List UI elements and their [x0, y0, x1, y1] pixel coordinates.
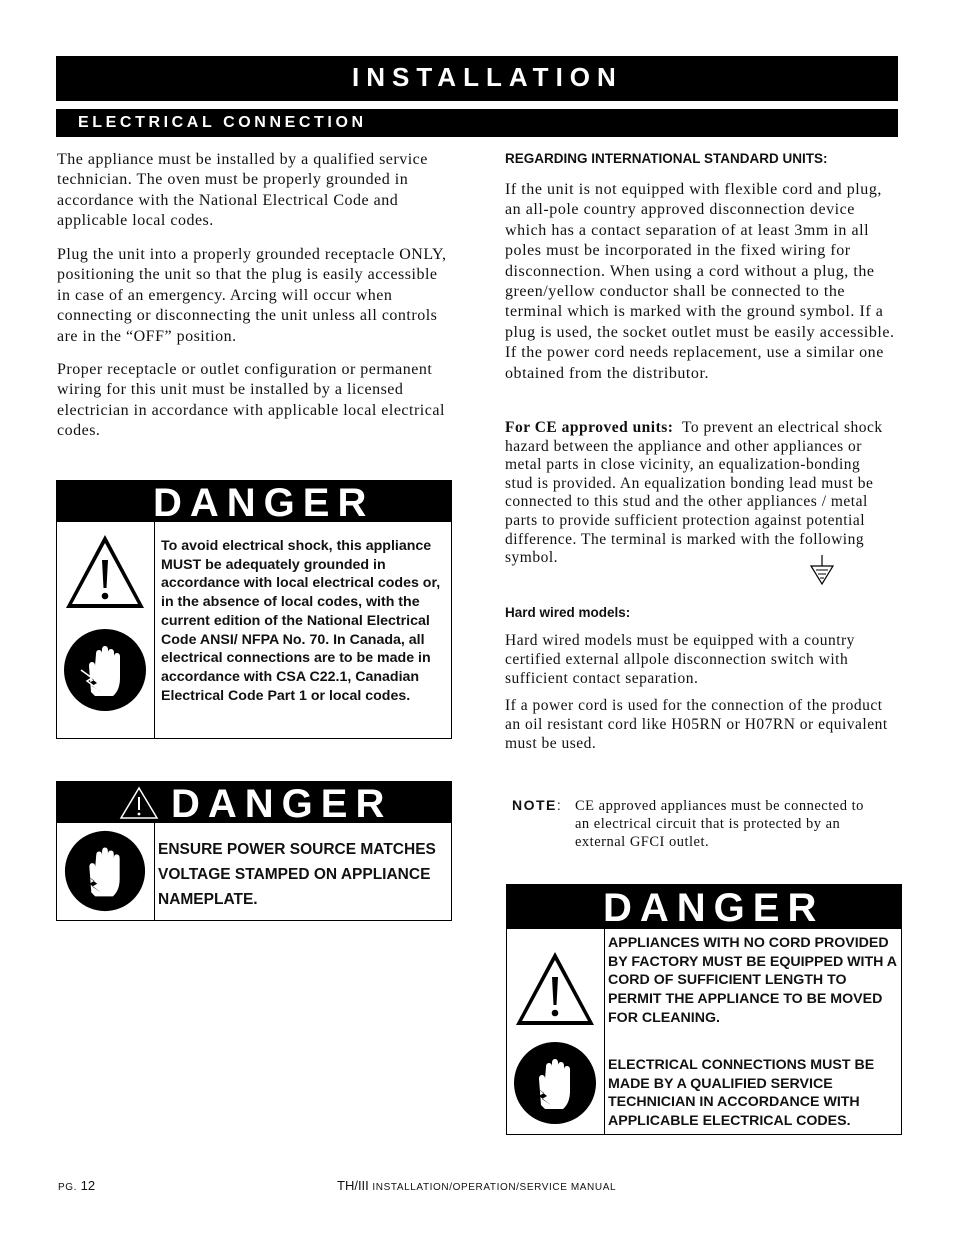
danger-text: ENSURE POWER SOURCE MATCHES VOLTAGE STAMPED ON APPLIANCE NAMEPLATE.	[158, 841, 436, 908]
plug-paragraph: Plug the unit into a properly grounded receptacle ONLY, positioning the unit so that the plug is easily accessible in case of an emergency. Arcing will occur when connecting or disconnecting the unit unless all controls are in the “OFF” position.	[57, 246, 447, 345]
hard-wired-paragraph: Hard wired models must be equipped with a country certified external allpole disconnection switch with sufficient contact separation.	[505, 632, 855, 687]
intro-paragraph: The appliance must be installed by a qualified service technician. The oven must be properly grounded in accordance with the National Electrical Code and applicable local codes.	[57, 151, 428, 230]
section-title: INSTALLATION	[352, 62, 623, 92]
receptacle-paragraph: Proper receptacle or outlet configuration or permanent wiring for this unit must be installed by a licensed electrician in accordance with applicable local electrical codes.	[57, 361, 445, 440]
power-cord-paragraph: If a power cord is used for the connection of the product an oil resistant cord like H05RN or H07RN or equivalent must be used.	[505, 697, 888, 752]
warning-triangle-icon	[63, 532, 147, 612]
subsection-title: ELECTRICAL CONNECTION	[78, 114, 367, 131]
danger-header	[57, 782, 451, 826]
subsection-title-bar	[56, 109, 898, 137]
ce-text: To prevent an electrical shock hazard between the appliance and other appliances or metal parts in close vicinity, an equalization-bonding stud is provided. An equalization bonding lead must be connected to this stud and the other appliances / metal parts to provide sufficient protection against potential difference. The terminal is marked with the following symbol.	[505, 419, 883, 567]
hard-wired-heading: Hard wired models:	[505, 605, 631, 620]
danger-header	[57, 481, 451, 525]
danger-text: To avoid electrical shock, this appliance MUST be adequately grounded in accordance with local electrical codes or, in the absence of local codes, with the current edition of the National Electrical Code ANSI/ NFPA No. 70. In Canada, all electrical connections are to be made in accordance with CSA C22.1, Canadian Electrical Code Part 1 or local codes.	[161, 538, 441, 704]
page-number: PG. 12	[58, 1178, 96, 1193]
note-label: NOTE:	[512, 797, 563, 813]
manual-title: TH/III INSTALLATION/OPERATION/SERVICE MANUAL	[337, 1178, 617, 1193]
danger-word: DANGER	[153, 481, 375, 525]
equipotential-symbol-icon	[809, 554, 835, 586]
icon-column	[507, 929, 605, 1134]
danger-word: DANGER	[171, 782, 393, 826]
danger-header	[507, 885, 901, 929]
electric-hand-icon	[61, 626, 149, 714]
icon-column	[57, 522, 155, 738]
danger-word: DANGER	[603, 886, 825, 930]
icon-column	[57, 823, 155, 920]
electric-hand-icon	[62, 828, 148, 914]
section-title-bar	[56, 56, 898, 101]
danger-box-voltage	[56, 781, 452, 921]
danger-box-grounding	[56, 480, 452, 739]
ce-label: For CE approved units:	[505, 419, 674, 436]
intl-heading: REGARDING INTERNATIONAL STANDARD UNITS:	[505, 151, 828, 166]
intl-paragraph: If the unit is not equipped with flexible cord and plug, an all-pole country approved disconnection device which has a contact separation of at least 3mm in all poles must be incorporated in the fixed wiring for disconnection. When using a cord without a plug, the green/yellow conductor shall be connected to the terminal which is marked with the ground symbol. If a plug is used, the socket outlet must be easily accessible. If the power cord needs replacement, use a similar one obtained from the distributor.	[505, 181, 895, 382]
danger-text-cord: APPLIANCES WITH NO CORD PROVIDED BY FACTORY MUST BE EQUIPPED WITH A CORD OF SUFFICIENT LENGTH TO PERMIT THE APPLIANCE TO BE MOVED FOR CLEANING.	[608, 935, 897, 1026]
note-text: CE approved appliances must be connected to an electrical circuit that is protected by an external GFCI outlet.	[575, 798, 864, 850]
danger-text-connections: ELECTRICAL CONNECTIONS MUST BE MADE BY A QUALIFIED SERVICE TECHNICIAN IN ACCORDANCE WITH APPLICABLE ELECTRICAL CODES.	[608, 1057, 875, 1130]
ce-paragraph	[505, 419, 885, 568]
electric-hand-icon	[511, 1039, 599, 1127]
warning-triangle-icon	[119, 786, 159, 820]
danger-box-cord	[506, 884, 902, 1135]
warning-triangle-icon	[513, 949, 597, 1029]
